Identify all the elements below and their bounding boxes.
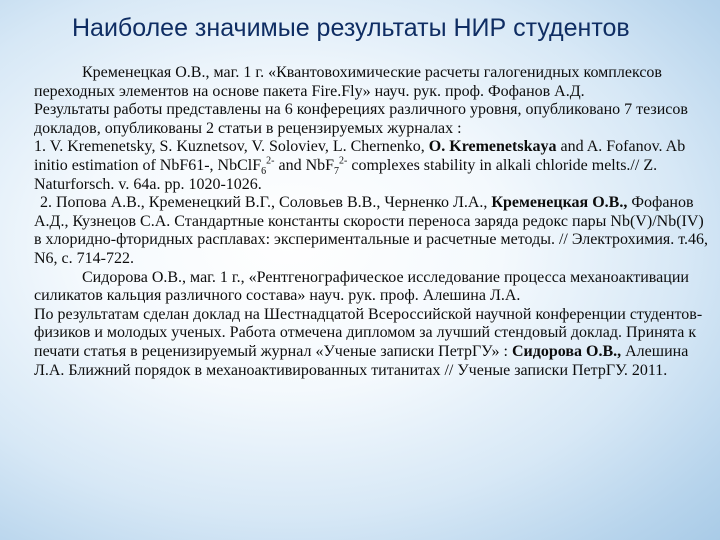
reference-1	[34, 138, 714, 194]
superscript: 2-	[266, 155, 275, 167]
paragraph-sidorova: Сидорова О.В., маг. 1 г., «Рентгенографическое исследование процесса механоактивации силикатов кальция различного состава» науч. рук. проф. Алешина Л.А.	[34, 268, 689, 305]
paragraph-report-highlighted-author: Сидорова О.В.,	[512, 342, 622, 360]
paragraph-kremenetskaya: Кременецкая О.В., маг. 1 г. «Квантовохимические расчеты галогенидных комплексов переходных элементов на основе пакета Fire.Fly» науч. рук. проф. Фофанов А.Д.	[34, 64, 662, 100]
reference-2-authors: 2. Попова А.В., Кременецкий В.Г., Соловьев В.В., Черненко Л.А.,	[40, 194, 492, 212]
paragraph-results: Результаты работы представлены на 6 конферециях различного уровня, опубликовано 7 тезисов докладов, опубликованы 2 статьи в рецензируемых журналах :	[34, 101, 688, 137]
superscript: 2-	[339, 155, 348, 167]
reference-1-highlighted-author: O. Kremenetskaya	[428, 138, 557, 156]
reference-2-highlighted-author: Кременецкая О.В.,	[491, 194, 628, 212]
reference-1-title-part: and NbF	[274, 156, 335, 174]
reference-2	[34, 194, 714, 268]
paragraph-report-rest: Алешина Л.А. Ближний порядок в механоактивированных титанитах // Ученые записки ПетрГУ. 2011.	[34, 342, 689, 379]
reference-1-source: complexes stability in alkali chloride melts.// Z. Naturforsch. v. 64a. pp. 1020-1026.	[34, 156, 658, 193]
paragraph-report	[34, 306, 714, 380]
reference-1-authors: 1. V. Kremenetsky, S. Kuznetsov, V. Soloviev, L. Chernenko,	[34, 138, 429, 156]
paragraph-report-text: По результатам сделан доклад на Шестнадцатой Всероссийской научной конференции студентов-физиков и молодых ученых. Работа отмечена дипломом за лучший стендовый доклад. Принята к печати статья в реценизируемый журнал «Ученые записки ПетрГУ» :	[34, 305, 703, 360]
reference-1-title-part: and A. Fofanov. Ab initio estimation of NbF61-, NbClF	[34, 138, 686, 174]
reference-2-rest: Фофанов А.Д., Кузнецов С.А. Стандартные константы скорости переноса заряда редокс пары Nb(V)/Nb(IV) в хлоридно-фторидных расплавах: экспериментальные и расчетные методы. // Электрохимия. т.46, N6, с. 714-722.	[34, 194, 709, 267]
slide-title: Наиболее значимые результаты НИР студентов	[72, 14, 630, 42]
subscript: 6	[261, 166, 267, 178]
slide-body	[34, 64, 714, 380]
subscript: 7	[334, 166, 340, 178]
